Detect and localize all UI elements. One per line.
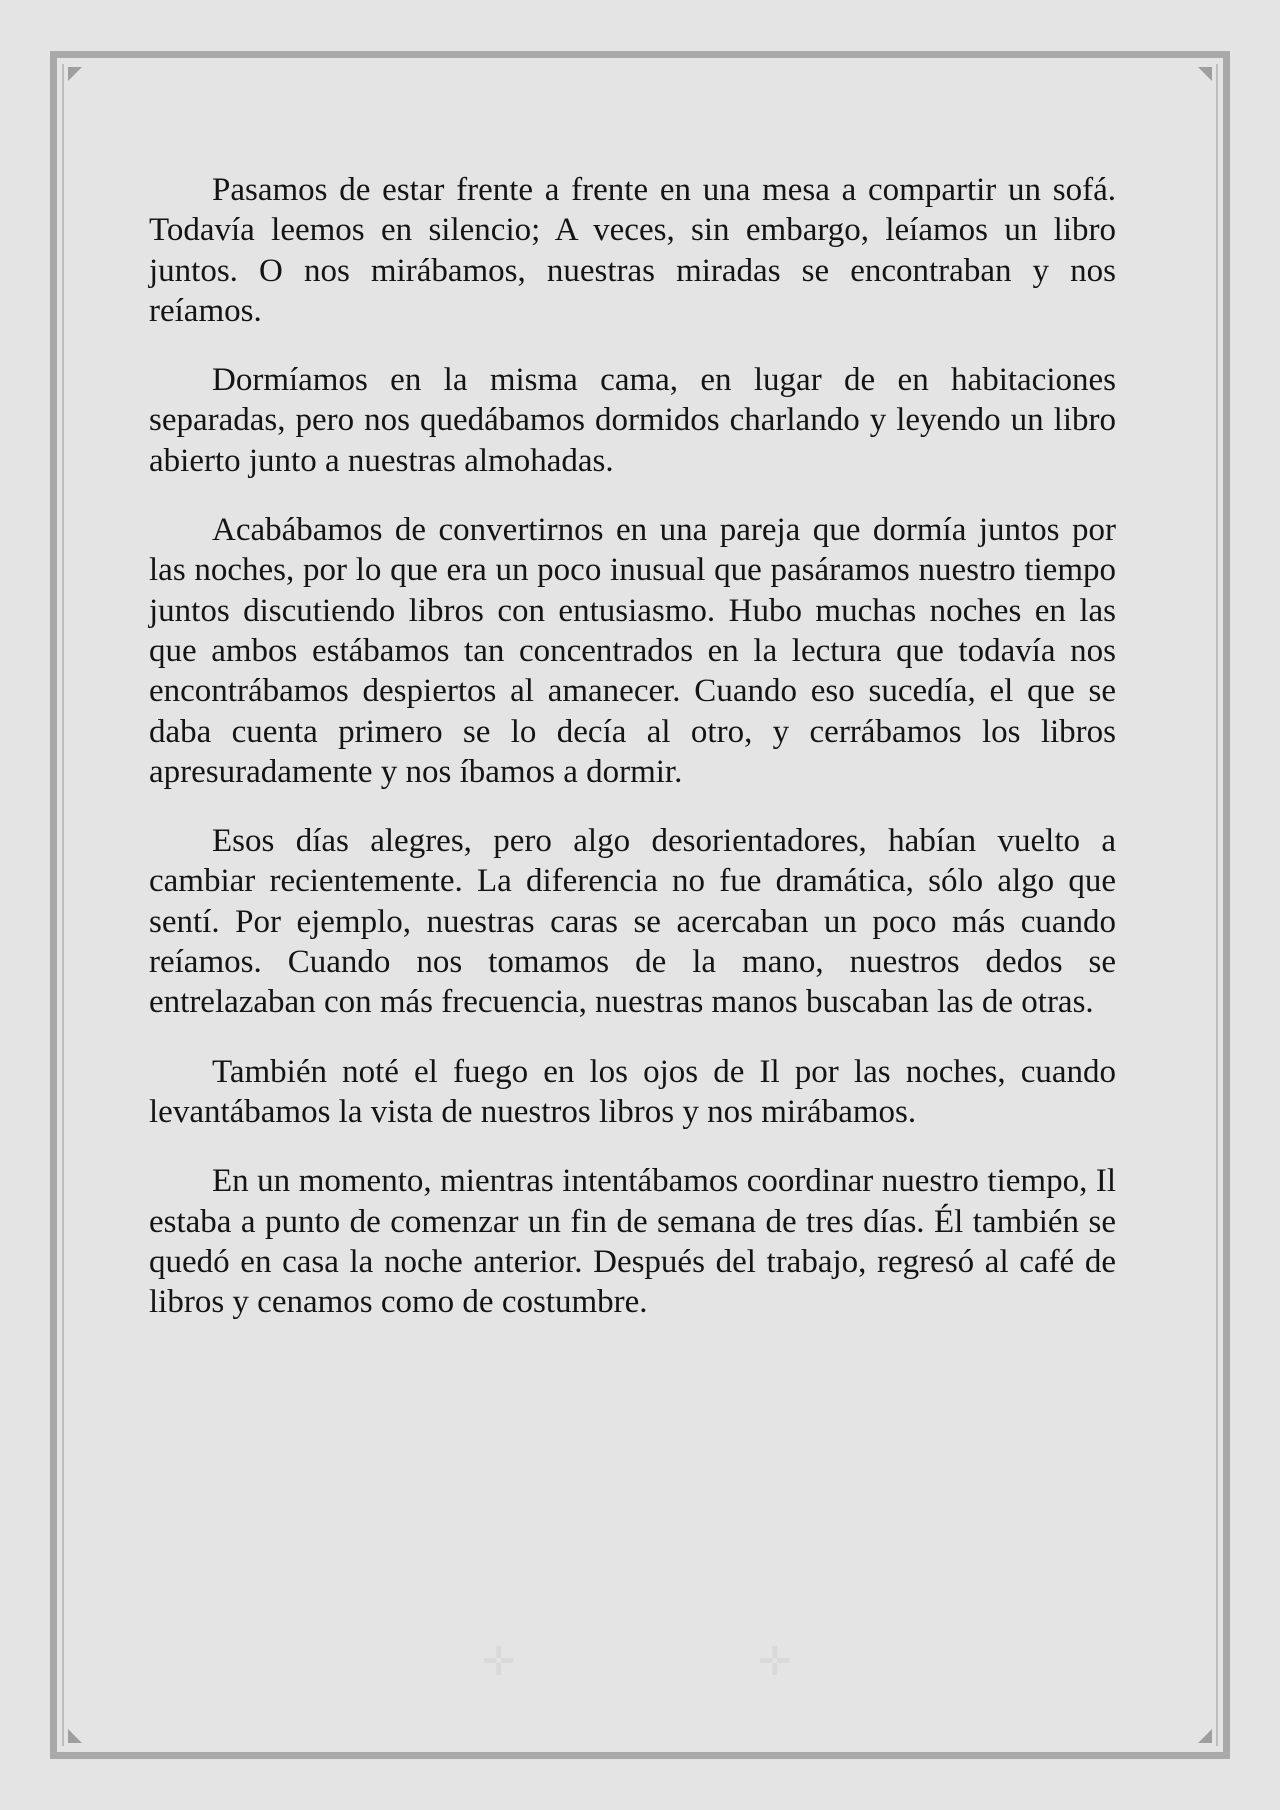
- corner-triangle-bottom-left: [68, 1729, 82, 1743]
- corner-triangle-top-right: [1198, 67, 1212, 81]
- corner-ornament-top-left: [50, 51, 57, 58]
- paragraph: También noté el fuego en los ojos de Il por las noches, cuando levantábamos la vista de nuestros libros y nos mirábamos.: [149, 1053, 1116, 1130]
- frame-inner-left-line: [62, 64, 64, 1746]
- frame-right-border: [1223, 54, 1230, 1756]
- paragraph: Dormíamos en la misma cama, en lugar de en habitaciones separadas, pero nos quedábamos dormidos charlando y leyendo un libro abierto junto a nuestras almohadas.: [149, 362, 1116, 479]
- corner-triangle-bottom-right: [1198, 1729, 1212, 1743]
- frame-left-border: [50, 54, 57, 1756]
- paragraph: En un momento, mientras intentábamos coordinar nuestro tiempo, Il estaba a punto de comenzar un fin de semana de tres días. Él también se quedó en casa la noche anterior. Después del trabajo, regresó al café de libros y cenamos como de costumbre.: [149, 1163, 1116, 1321]
- corner-ornament-top-right: [1223, 51, 1230, 58]
- frame-top-border: [54, 51, 1226, 58]
- paragraph: Esos días alegres, pero algo desorientadores, habían vuelto a cambiar recientemente. La diferencia no fue dramática, sólo algo que sentí. Por ejemplo, nuestras caras se acercaban un poco más cuando reíamos. Cuando nos tomamos de la mano, nuestros dedos se entrelazaban con más frecuencia, nuestras manos buscaban las de otras.: [149, 823, 1116, 1021]
- faint-cross-watermark-icon: ✛: [758, 1639, 792, 1684]
- paragraph: Acabábamos de convertirnos en una pareja que dormía juntos por las noches, por lo que era un poco inusual que pasáramos nuestro tiempo juntos discutiendo libros con entusiasmo. Hubo muchas noches en las que ambos estábamos tan concentrados en la lectura que todavía nos encontrábamos despiertos al amanecer. Cuando eso sucedía, el que se daba cuenta primero se lo decía al otro, y cerrábamos los libros apresuradamente y nos íbamos a dormir.: [149, 512, 1116, 790]
- page-body-text: [149, 170, 1116, 1351]
- corner-ornament-bottom-right: [1223, 1752, 1230, 1759]
- faint-cross-watermark-icon: ✛: [482, 1639, 516, 1684]
- frame-inner-right-line: [1216, 64, 1218, 1746]
- paragraph: Pasamos de estar frente a frente en una mesa a compartir un sofá. Todavía leemos en silencio; A veces, sin embargo, leíamos un libro juntos. O nos mirábamos, nuestras miradas se encontraban y nos reíamos.: [149, 172, 1116, 329]
- frame-bottom-border: [54, 1752, 1226, 1759]
- corner-triangle-top-left: [68, 67, 82, 81]
- corner-ornament-bottom-left: [50, 1752, 57, 1759]
